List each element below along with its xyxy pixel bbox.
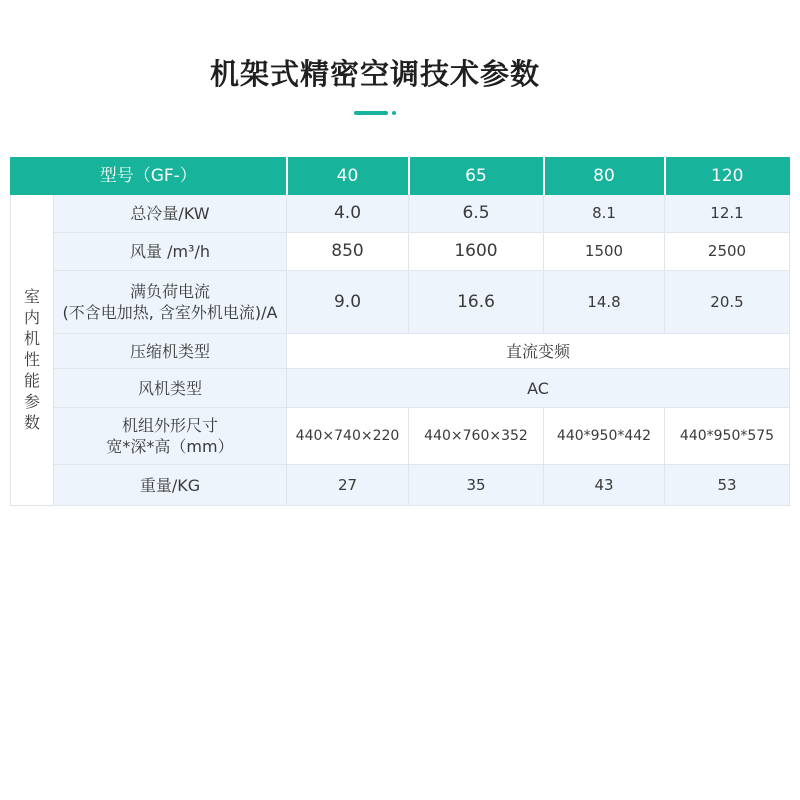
row-label-current [54,271,287,334]
row-label-airflow: 风量 /m³/h [54,233,287,271]
cooling-value-40: 4.0 [287,195,409,233]
row-label-weight: 重量/KG [54,465,287,506]
row-label-dimensions [54,408,287,465]
dimensions-value-80: 440*950*442 [544,408,665,465]
dimensions-value-40: 440×740×220 [287,408,409,465]
current-value-120: 20.5 [665,271,790,334]
weight-value-40: 27 [287,465,409,506]
current-value-65: 16.6 [409,271,544,334]
weight-value-120: 53 [665,465,790,506]
airflow-value-65: 1600 [409,233,544,271]
table-row-cooling [11,195,790,233]
row-label-cooling: 总冷量/KW [54,195,287,233]
dimensions-value-120: 440*950*575 [665,408,790,465]
weight-value-80: 43 [544,465,665,506]
spec-table [10,157,790,506]
table-row-compressor [11,334,790,369]
row-label-dimensions-line1: 机组外形尺寸 [121,416,218,435]
header-model-40: 40 [287,158,409,195]
title-accent-dot [392,111,396,115]
group-label-text: 室内机性能参数 [23,286,40,432]
airflow-value-80: 1500 [544,233,665,271]
cooling-value-120: 12.1 [665,195,790,233]
row-label-dimensions-line2: 宽*深*高（mm） [106,437,234,456]
page-title: 机架式精密空调技术参数 [209,57,540,91]
header-model-120: 120 [665,158,790,195]
fan-value: AC [287,369,790,408]
table-row-current [11,271,790,334]
row-label-fan: 风机类型 [54,369,287,408]
header-model-80: 80 [544,158,665,195]
weight-value-65: 35 [409,465,544,506]
cooling-value-65: 6.5 [409,195,544,233]
title-accent-bar [354,111,388,115]
cooling-value-80: 8.1 [544,195,665,233]
airflow-value-40: 850 [287,233,409,271]
current-value-80: 14.8 [544,271,665,334]
row-label-current-line2: (不含电加热, 含室外机电流)/A [62,303,278,322]
table-row-weight [11,465,790,506]
row-label-compressor: 压缩机类型 [54,334,287,369]
airflow-value-120: 2500 [665,233,790,271]
dimensions-value-65: 440×760×352 [409,408,544,465]
table-header-row [11,158,790,195]
table-row-dimensions [11,408,790,465]
group-label-indoor-performance [11,195,54,506]
current-value-40: 9.0 [287,271,409,334]
row-label-current-line1: 满负荷电流 [129,282,210,301]
header-model-65: 65 [409,158,544,195]
table-row-fan [11,369,790,408]
header-model-label: 型号（GF-） [11,158,287,195]
table-row-airflow [11,233,790,271]
compressor-value: 直流变频 [287,334,790,369]
